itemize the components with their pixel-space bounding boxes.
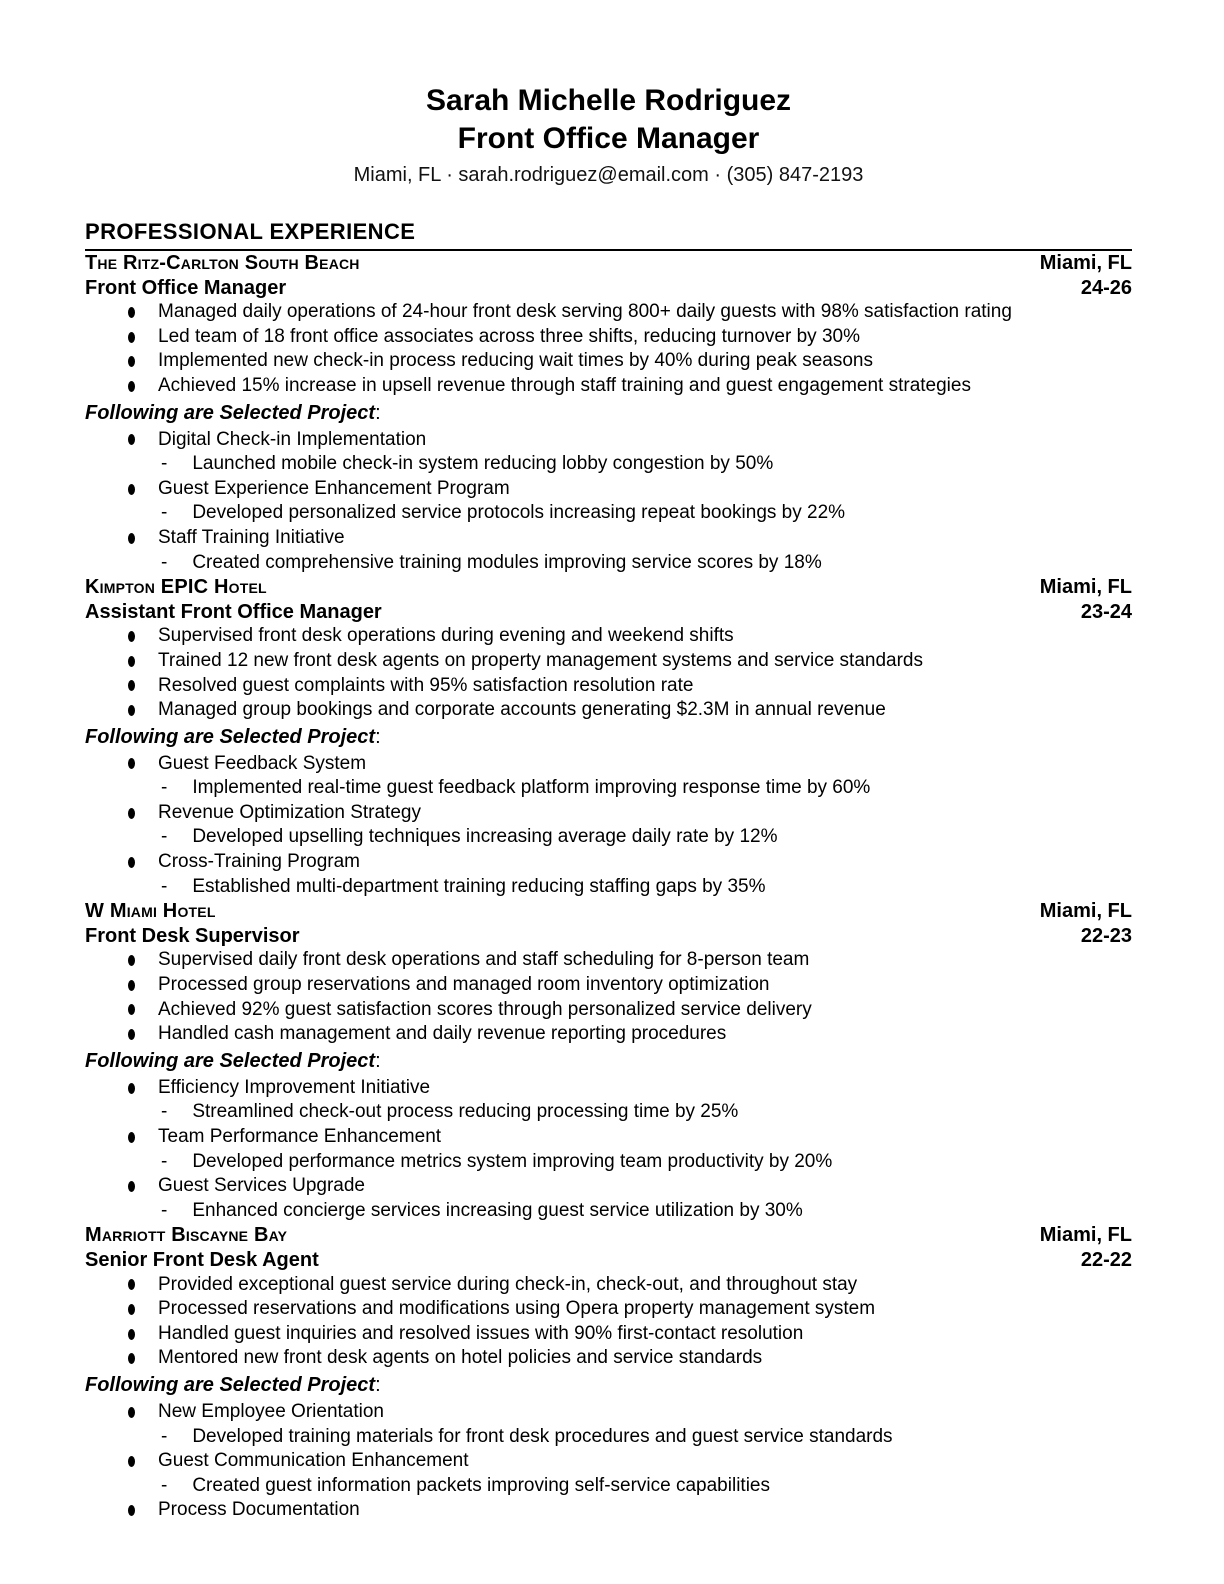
- bullet-row: [85, 649, 1132, 674]
- bullet-row: [85, 1022, 1132, 1047]
- project-bullet-row: [85, 1076, 1132, 1101]
- bullet-row: [85, 674, 1132, 699]
- bullet-icon: [128, 1353, 135, 1364]
- project-detail: Implemented real-time guest feedback platform improving response time by 60%: [192, 777, 871, 799]
- project-detail-row: [85, 776, 1132, 801]
- project-detail-row: [85, 1425, 1132, 1450]
- project-bullet-row: [85, 850, 1132, 875]
- resume-header: [85, 82, 1132, 189]
- selected-projects-label: Following are Selected Project: [85, 401, 376, 424]
- project-bullet-row: [85, 526, 1132, 551]
- bullet-text: Mentored new front desk agents on hotel policies and service standards: [158, 1347, 763, 1369]
- project-detail: Created comprehensive training modules improving service scores by 18%: [192, 551, 822, 573]
- bullet-icon: [128, 680, 135, 691]
- bullet-icon: [128, 332, 135, 343]
- dash-icon: -: [161, 1150, 168, 1172]
- project-detail-row: [85, 875, 1132, 900]
- project-detail-row: [85, 1150, 1132, 1175]
- bullet-text: Supervised front desk operations during evening and weekend shifts: [158, 625, 734, 647]
- selected-projects-colon: :: [375, 1049, 381, 1072]
- company-location: Miami, FL: [1039, 576, 1132, 599]
- project-bullet-row: [85, 477, 1132, 502]
- selected-projects-label: Following are Selected Project: [85, 1049, 376, 1072]
- person-title: Front Office Manager: [457, 122, 760, 155]
- project-name: Digital Check-in Implementation: [158, 428, 427, 450]
- project-detail-row: [85, 1474, 1132, 1499]
- project-name: Team Performance Enhancement: [158, 1126, 442, 1147]
- bullet-text: Achieved 92% guest satisfaction scores through personalized service delivery: [158, 998, 812, 1020]
- project-name: Efficiency Improvement Initiative: [158, 1076, 431, 1098]
- project-name: Process Documentation: [158, 1499, 360, 1521]
- company-name: Kimpton EPIC Hotel: [85, 576, 267, 599]
- selected-projects-heading: [85, 725, 1132, 750]
- selected-projects-colon: :: [375, 401, 381, 424]
- dash-icon: -: [161, 1199, 168, 1221]
- bullet-icon: [128, 307, 135, 318]
- bullet-row: [85, 624, 1132, 649]
- project-name: Staff Training Initiative: [158, 526, 345, 548]
- project-bullet-row: [85, 752, 1132, 777]
- project-bullet-row: [85, 1174, 1132, 1199]
- bullet-text: Provided exceptional guest service during check-in, check-out, and throughout stay: [158, 1273, 858, 1295]
- bullet-icon: [128, 1181, 135, 1192]
- bullet-row: [85, 1273, 1132, 1298]
- selected-projects-label: Following are Selected Project: [85, 1373, 376, 1396]
- project-name: Revenue Optimization Strategy: [158, 801, 421, 823]
- project-detail-row: [85, 825, 1132, 850]
- bullet-row: [85, 1297, 1132, 1322]
- dash-icon: -: [161, 502, 168, 524]
- company-name: Marriott Biscayne Bay: [85, 1224, 288, 1247]
- project-name: Guest Experience Enhancement Program: [158, 477, 510, 499]
- position-dates: 22-23: [1080, 924, 1132, 947]
- project-detail: Launched mobile check-in system reducing lobby congestion by 50%: [192, 453, 774, 475]
- position-title: Front Desk Supervisor: [85, 924, 300, 947]
- project-bullet-row: [85, 1400, 1132, 1425]
- bullet-icon: [128, 705, 135, 716]
- bullet-icon: [128, 656, 135, 667]
- bullet-row: [85, 1322, 1132, 1347]
- selected-projects-colon: :: [375, 1373, 381, 1396]
- job-entry: [85, 899, 1132, 1223]
- project-detail: Established multi-department training reducing staffing gaps by 35%: [192, 875, 766, 897]
- bullet-row: [85, 374, 1132, 399]
- company-row: [85, 899, 1132, 924]
- bullet-row: [85, 973, 1132, 998]
- bullet-text: Processed group reservations and managed room inventory optimization: [158, 974, 770, 996]
- position-row: [85, 924, 1132, 949]
- project-bullet-row: [85, 428, 1132, 453]
- job-entry: [85, 1223, 1132, 1523]
- dash-icon: -: [161, 826, 168, 848]
- bullet-text: Led team of 18 front office associates across three shifts, reducing turnover by 30%: [158, 325, 860, 347]
- bullet-icon: [128, 1004, 135, 1015]
- dash-icon: -: [161, 1101, 168, 1123]
- company-row: [85, 575, 1132, 600]
- job-entry: [85, 575, 1132, 899]
- bullet-icon: [128, 758, 135, 769]
- bullet-icon: [128, 533, 135, 544]
- position-title: Senior Front Desk Agent: [85, 1248, 319, 1271]
- project-detail: Created guest information packets improving self-service capabilities: [192, 1474, 770, 1496]
- bullet-icon: [128, 857, 135, 868]
- project-detail: Developed personalized service protocols increasing repeat bookings by 22%: [192, 502, 846, 524]
- bullet-icon: [128, 980, 135, 991]
- job-entry: [85, 251, 1132, 575]
- position-row: [85, 600, 1132, 625]
- bullet-text: Managed daily operations of 24-hour front desk serving 800+ daily guests with 98% satisfaction rating: [158, 301, 1012, 323]
- project-detail-row: [85, 1100, 1132, 1125]
- project-detail-row: [85, 551, 1132, 576]
- project-detail-row: [85, 452, 1132, 477]
- selected-projects-heading: [85, 1049, 1132, 1074]
- selected-projects-heading: [85, 401, 1132, 426]
- selected-projects-colon: :: [375, 725, 381, 748]
- bullet-icon: [128, 1132, 135, 1143]
- position-title: Assistant Front Office Manager: [85, 600, 382, 623]
- bullet-icon: [128, 1505, 135, 1516]
- project-name: Guest Communication Enhancement: [158, 1450, 469, 1472]
- dash-icon: -: [161, 453, 168, 475]
- contact-line: Miami, FL · sarah.rodriguez@email.com · (305) 847-2193: [353, 164, 864, 186]
- bullet-icon: [128, 1456, 135, 1467]
- company-location: Miami, FL: [1039, 252, 1132, 274]
- project-bullet-row: [85, 1498, 1132, 1523]
- bullet-icon: [128, 381, 135, 392]
- company-name: W Miami Hotel: [85, 900, 216, 923]
- company-row: [85, 1223, 1132, 1248]
- bullet-icon: [128, 808, 135, 819]
- project-detail: Streamlined check-out process reducing processing time by 25%: [192, 1101, 739, 1123]
- bullet-text: Managed group bookings and corporate accounts generating $2.3M in annual revenue: [158, 699, 886, 721]
- bullet-text: Processed reservations and modifications using Opera property management system: [158, 1298, 876, 1320]
- position-dates: 23-24: [1080, 600, 1132, 623]
- bullet-icon: [128, 1279, 135, 1290]
- bullet-text: Handled guest inquiries and resolved issues with 90% first-contact resolution: [158, 1322, 804, 1344]
- bullet-row: [85, 349, 1132, 374]
- project-name: Guest Feedback System: [158, 752, 367, 774]
- bullet-icon: [128, 1407, 135, 1418]
- bullet-text: Trained 12 new front desk agents on property management systems and service standards: [158, 649, 923, 671]
- section-heading: PROFESSIONAL EXPERIENCE: [85, 219, 1132, 251]
- selected-projects-heading: [85, 1373, 1132, 1398]
- dash-icon: -: [161, 777, 168, 799]
- bullet-icon: [128, 356, 135, 367]
- bullet-text: Supervised daily front desk operations and staff scheduling for 8-person team: [158, 949, 810, 971]
- dash-icon: -: [161, 875, 168, 897]
- bullet-row: [85, 948, 1132, 973]
- position-title: Front Office Manager: [85, 276, 287, 299]
- bullet-text: Achieved 15% increase in upsell revenue through staff training and guest engagement strategies: [158, 374, 971, 396]
- dash-icon: -: [161, 551, 168, 573]
- project-detail-row: [85, 1199, 1132, 1224]
- person-name: Sarah Michelle Rodriguez: [425, 84, 792, 117]
- company-name: The Ritz-Carlton South Beach: [85, 252, 360, 274]
- bullet-row: [85, 300, 1132, 325]
- bullet-icon: [128, 434, 135, 445]
- company-location: Miami, FL: [1039, 900, 1132, 923]
- bullet-text: Resolved guest complaints with 95% satisfaction resolution rate: [158, 674, 694, 696]
- project-detail: Developed performance metrics system improving team productivity by 20%: [192, 1150, 833, 1172]
- project-name: New Employee Orientation: [158, 1400, 384, 1422]
- dash-icon: -: [161, 1425, 168, 1447]
- bullet-icon: [128, 1083, 135, 1094]
- position-row: [85, 276, 1132, 301]
- bullet-text: Implemented new check-in process reducing wait times by 40% during peak seasons: [158, 350, 873, 372]
- bullet-icon: [128, 1329, 135, 1340]
- dash-icon: -: [161, 1474, 168, 1496]
- project-detail: Enhanced concierge services increasing guest service utilization by 30%: [192, 1199, 803, 1221]
- bullet-row: [85, 1346, 1132, 1371]
- position-dates: 24-26: [1080, 276, 1132, 299]
- project-name: Cross-Training Program: [158, 851, 361, 873]
- project-name: Guest Services Upgrade: [158, 1175, 365, 1197]
- selected-projects-label: Following are Selected Project: [85, 725, 376, 748]
- bullet-icon: [128, 1029, 135, 1040]
- project-detail: Developed training materials for front desk procedures and guest service standards: [192, 1425, 893, 1447]
- project-bullet-row: [85, 1125, 1132, 1150]
- company-location: Miami, FL: [1039, 1224, 1132, 1247]
- project-bullet-row: [85, 801, 1132, 826]
- bullet-icon: [128, 955, 135, 966]
- project-detail: Developed upselling techniques increasing average daily rate by 12%: [192, 826, 778, 848]
- bullet-icon: [128, 1304, 135, 1315]
- project-bullet-row: [85, 1449, 1132, 1474]
- project-detail-row: [85, 501, 1132, 526]
- bullet-row: [85, 698, 1132, 723]
- bullet-row: [85, 325, 1132, 350]
- company-row: [85, 251, 1132, 276]
- position-row: [85, 1248, 1132, 1273]
- bullet-icon: [128, 484, 135, 495]
- bullet-row: [85, 998, 1132, 1023]
- bullet-icon: [128, 631, 135, 642]
- bullet-text: Handled cash management and daily revenue reporting procedures: [158, 1023, 727, 1045]
- position-dates: 22-22: [1080, 1248, 1132, 1271]
